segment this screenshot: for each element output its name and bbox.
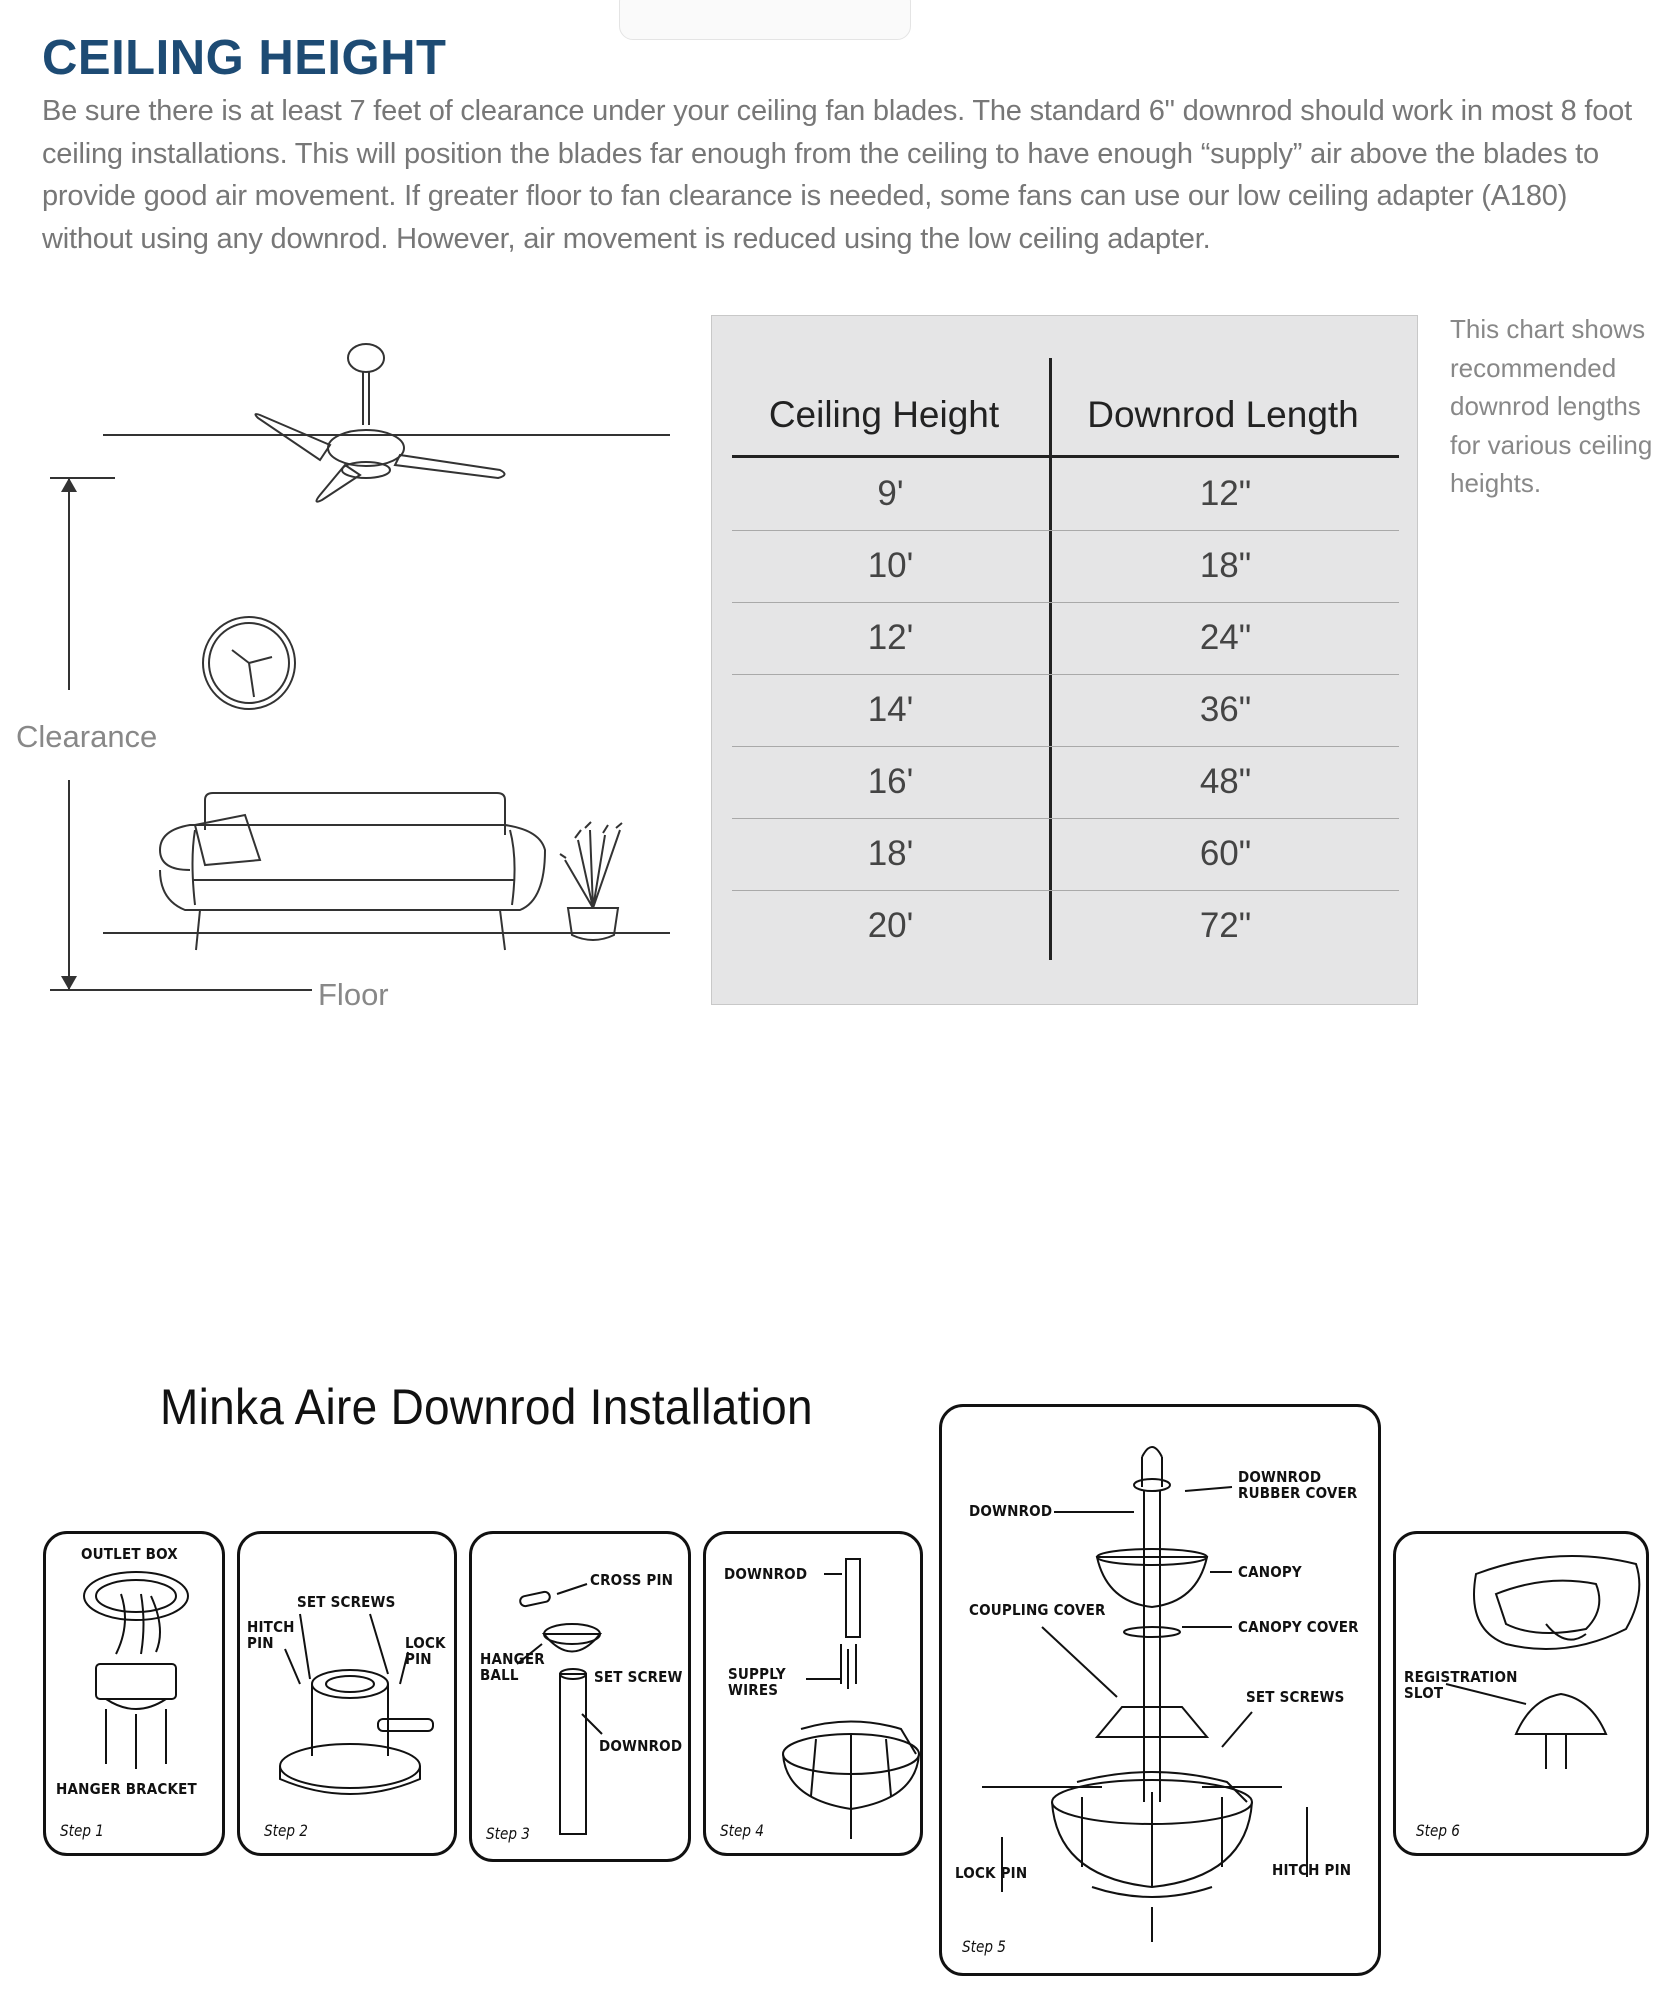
label-hitch-pin: PIN — [247, 1634, 274, 1652]
search-bar-remnant[interactable] — [619, 0, 911, 40]
page-title: CEILING HEIGHT — [42, 31, 447, 85]
label-coupling-cover: COUPLING COVER — [969, 1601, 1106, 1619]
label-hitch: HITCH — [247, 1618, 295, 1636]
step-label: Step 1 — [60, 1821, 104, 1840]
step-6-card — [1393, 1531, 1649, 1856]
step-5-card — [939, 1404, 1381, 1976]
arrow-down-icon — [61, 976, 77, 990]
table-row — [732, 602, 1399, 674]
fan-blade — [255, 414, 330, 460]
label-canopy: CANOPY — [1238, 1563, 1302, 1581]
header-ceiling-height: Ceiling Height — [768, 394, 1000, 435]
downrod-length-cell: 24" — [1199, 618, 1252, 657]
header-downrod-length: Downrod Length — [1087, 394, 1359, 435]
intro-paragraph: Be sure there is at least 7 feet of clearance under your ceiling fan blades. The standard 6" downrod should work in most 8 foot ceiling installations. This will position the blades far enough from the ceiling to have enough “supply” air above the blades to provide good air movement. If greater floor to fan clearance is needed, some fans can use our low ceiling adapter (A180) without using any downrod. However, air movement is reduced using the low ceiling adapter. — [42, 95, 1632, 255]
label-hanger-ball: BALL — [480, 1666, 519, 1684]
table-row — [732, 458, 1399, 530]
step-3-card — [469, 1531, 691, 1862]
table-row — [732, 818, 1399, 890]
step-label: Step 2 — [264, 1821, 308, 1840]
downrod-length-cell: 48" — [1199, 762, 1252, 801]
label-canopy-cover: CANOPY COVER — [1238, 1618, 1359, 1636]
step-label: Step 6 — [1416, 1821, 1460, 1840]
label-downrod-top: DOWNROD — [1238, 1468, 1322, 1486]
label-registration: REGISTRATION — [1404, 1668, 1518, 1686]
step-2-card — [237, 1531, 457, 1856]
ceiling-height-cell: 20' — [867, 906, 914, 945]
ceiling-height-cell: 10' — [867, 546, 914, 585]
label-downrod: DOWNROD — [969, 1502, 1053, 1520]
label-hitch-pin: HITCH PIN — [1272, 1861, 1352, 1879]
fan-blade — [395, 455, 505, 478]
label-hanger-bracket: HANGER BRACKET — [56, 1780, 197, 1798]
label-supply-wires: WIRES — [728, 1681, 779, 1699]
fan-canopy — [348, 344, 384, 372]
label-downrod: DOWNROD — [599, 1737, 683, 1755]
ceiling-height-cell: 16' — [867, 762, 914, 801]
label-set-screws: SET SCREWS — [297, 1593, 396, 1611]
ceiling-height-cell: 12' — [867, 618, 914, 657]
downrod-length-cell: 72" — [1199, 906, 1252, 945]
label-set-screws: SET SCREWS — [1246, 1688, 1345, 1706]
step-1-illustration — [46, 1534, 225, 1856]
clearance-label: Clearance — [16, 719, 158, 754]
downrod-length-cell: 36" — [1199, 690, 1252, 729]
label-set-screw: SET SCREW — [594, 1668, 683, 1686]
step-4-card — [703, 1531, 923, 1856]
table-note: This chart shows recommended downrod lengths for various ceiling heights. — [1450, 314, 1653, 498]
plant-pot — [568, 908, 618, 940]
ceiling-height-cell: 14' — [867, 690, 914, 729]
downrod-length-cell: 18" — [1199, 546, 1252, 585]
label-downrod: DOWNROD — [724, 1565, 808, 1583]
label-supply: SUPPLY — [728, 1665, 786, 1683]
label-outlet-box: OUTLET BOX — [81, 1545, 178, 1563]
step-2-illustration — [240, 1534, 457, 1856]
room-clearance-illustration — [0, 320, 700, 1020]
table-row — [732, 530, 1399, 602]
step-label: Step 3 — [486, 1824, 530, 1843]
arrow-up-icon — [61, 478, 77, 492]
ceiling-height-cell: 9' — [877, 474, 904, 513]
label-lock-pin: LOCK PIN — [955, 1864, 1028, 1882]
floor-label: Floor — [318, 977, 389, 1012]
fan-blade — [316, 465, 360, 502]
step-label: Step 4 — [720, 1821, 764, 1840]
label-hanger: HANGER — [480, 1650, 545, 1668]
table-row — [732, 890, 1399, 962]
downrod-length-cell: 60" — [1199, 834, 1252, 873]
downrod-length-cell: 12" — [1199, 474, 1252, 513]
step-label: Step 5 — [962, 1937, 1006, 1956]
label-registration-slot: SLOT — [1404, 1684, 1444, 1702]
label-cross-pin: CROSS PIN — [590, 1571, 674, 1589]
table-row — [732, 674, 1399, 746]
ceiling-height-cell: 18' — [867, 834, 914, 873]
label-lock-pin: PIN — [405, 1650, 432, 1668]
installation-title: Minka Aire Downrod Installation — [160, 1379, 813, 1435]
table-row — [732, 746, 1399, 818]
step-1-card — [43, 1531, 225, 1856]
label-lock: LOCK — [405, 1634, 446, 1652]
label-rubber-cover: RUBBER COVER — [1238, 1484, 1358, 1502]
downrod-length-table — [711, 315, 1418, 1005]
